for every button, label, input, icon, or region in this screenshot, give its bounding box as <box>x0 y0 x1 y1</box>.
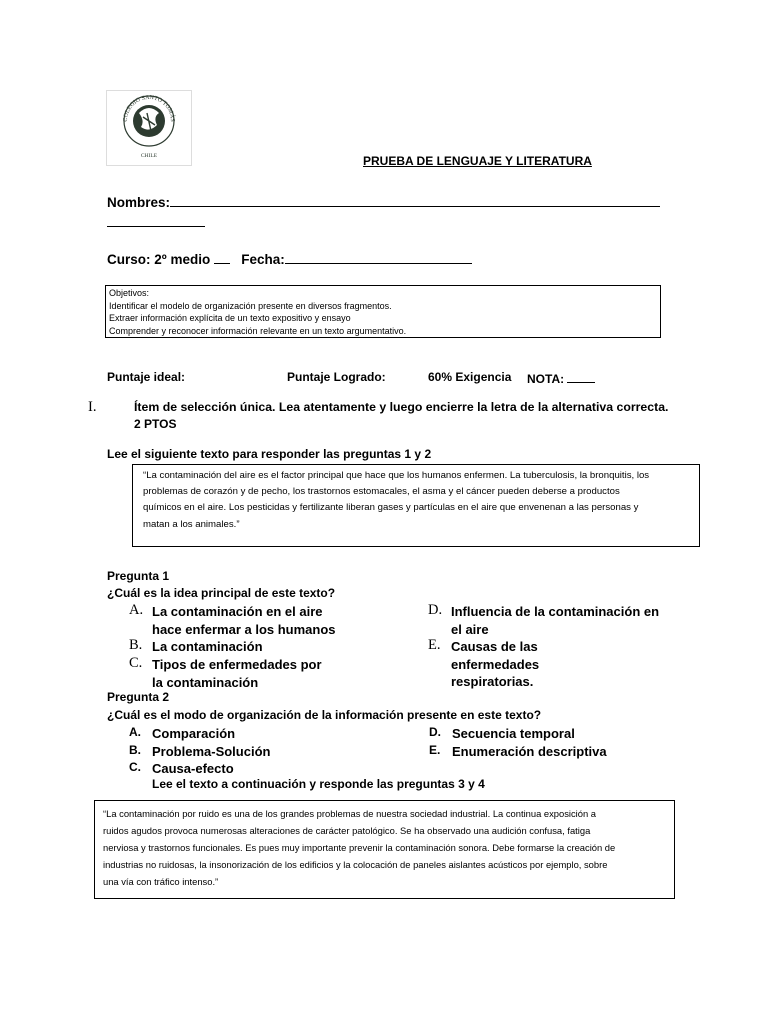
option-letter: E. <box>428 637 441 653</box>
nota-label: NOTA: <box>527 372 565 386</box>
text1-line: problemas de corazón y de pecho, los trastornos estomacales, el asma y el cáncer pueden deberse a productos <box>143 486 620 498</box>
curso-fecha-row <box>107 249 472 267</box>
text1-line: “La contaminación del aire es el factor principal que hace que los humanos enfermen. La tuberculosis, la bronquitis, los <box>143 470 650 481</box>
nombres-label: Nombres: <box>107 195 171 210</box>
option-text: Problema-Solución <box>152 744 271 759</box>
nombres-field[interactable] <box>170 192 660 207</box>
fecha-label: Fecha: <box>241 252 285 267</box>
text2-box <box>94 800 675 899</box>
option-text: Enumeración descriptiva <box>452 744 607 759</box>
option-letter: E. <box>429 743 441 757</box>
option-text: La contaminación <box>152 639 263 654</box>
option-letter: A. <box>129 725 141 739</box>
objective-item: Comprender y reconocer información relevante en un texto argumentativo. <box>109 325 407 336</box>
section-points: 2 PTOS <box>134 417 177 431</box>
exigencia-label: 60% Exigencia <box>428 370 512 384</box>
text2-line: “La contaminación por ruido es una de los grandes problemas de nuestra sociedad industrial. La continua exposición a <box>103 808 597 819</box>
page-title: PRUEBA DE LENGUAJE Y LITERATURA <box>363 154 592 168</box>
text2-line: ruidos agudos provoca numerosas alteraciones de carácter patológico. Se ha observado una audición confusa, fatiga <box>103 825 591 836</box>
text1-line: matan a los animales.” <box>143 518 240 530</box>
curso-field[interactable] <box>214 249 230 264</box>
q2-label: Pregunta 2 <box>107 690 170 704</box>
fecha-field[interactable] <box>285 249 472 264</box>
option-letter: C. <box>129 760 141 774</box>
puntaje-ideal-label: Puntaje ideal: <box>107 370 186 384</box>
nombres-row <box>107 192 660 210</box>
option-letter: D. <box>429 725 441 739</box>
option-letter: B. <box>129 637 143 653</box>
option-text: Causas de las enfermedades respiratorias. <box>451 639 540 689</box>
text2-line: una vía con tráfico intenso.” <box>103 876 219 887</box>
option-text: La contaminación en el aire hace enfermar a los humanos <box>152 604 336 637</box>
nota-field[interactable] <box>567 370 595 383</box>
section-instruction: Ítem de selección única. Lea atentamente y luego encierre la letra de la alternativa correcta. <box>134 400 669 414</box>
objective-item: Extraer información explícita de un texto expositivo y ensayo <box>109 313 351 323</box>
text2-intro: Lee el texto a continuación y responde las preguntas 3 y 4 <box>152 777 485 791</box>
objectives-box <box>105 285 661 338</box>
objective-item: Identificar el modelo de organización presente en diversos fragmentos. <box>109 300 392 311</box>
text2-line: industrias no ruidosas, la insonorización de los edificios y la colocación de paneles aislantes acústicos por ejemplo, sobre <box>103 859 608 870</box>
option-text: Secuencia temporal <box>452 726 575 741</box>
nombres-field-continuation[interactable] <box>107 212 205 227</box>
option-text: Influencia de la contaminación en el aire <box>451 604 660 637</box>
q1-label: Pregunta 1 <box>107 569 170 583</box>
option-letter: B. <box>129 743 141 757</box>
text2-line: nerviosa y trastornos funcionales. Es pues muy importante prevenir la contaminación sonora. Debe formarse la creación de <box>103 842 616 853</box>
curso-label: Curso: 2º medio <box>107 252 211 267</box>
text1-line: químicos en el aire. Los pesticidas y fertilizante liberan gases y partículas en el aire que envenenan a las personas y <box>143 502 639 514</box>
text1-intro: Lee el siguiente texto para responder las preguntas 1 y 2 <box>107 447 432 461</box>
q2-question: ¿Cuál es el modo de organización de la información presente en este texto? <box>107 708 542 722</box>
svg-text:COLEGIO SANTO TOMÁS: COLEGIO SANTO TOMÁS <box>122 94 176 122</box>
school-logo <box>106 90 192 166</box>
text1-box <box>132 464 700 547</box>
svg-text:CHILE: CHILE <box>140 153 158 159</box>
puntaje-logrado-label: Puntaje Logrado: <box>287 370 386 384</box>
option-letter: C. <box>129 655 143 671</box>
school-crest-icon <box>107 91 191 165</box>
option-letter: A. <box>129 602 144 618</box>
objectives-heading: Objetivos: <box>109 288 150 298</box>
q1-question: ¿Cuál es la idea principal de este texto? <box>107 586 336 600</box>
option-text: Comparación <box>152 726 236 741</box>
option-text: Causa-efecto <box>152 761 234 776</box>
option-letter: D. <box>428 602 443 618</box>
option-text: Tipos de enfermedades por la contaminación <box>152 657 322 690</box>
section-numeral: I. <box>88 399 97 415</box>
nota-row <box>527 370 595 386</box>
